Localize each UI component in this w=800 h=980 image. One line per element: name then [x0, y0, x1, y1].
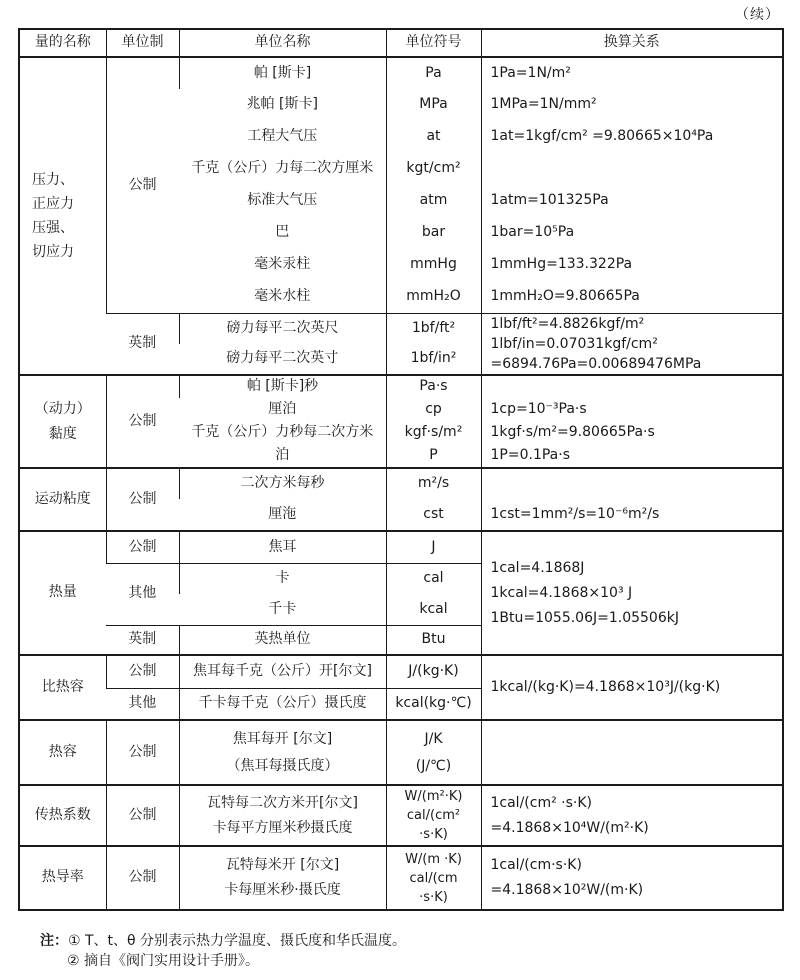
- unit-name: 瓦特每二次方米开[尔文] 卡每平方厘米秒摄氏度: [179, 785, 386, 846]
- unit-symbol: cal: [386, 563, 481, 594]
- unit-name: 焦耳每千克（公斤）开[尔文]: [179, 655, 386, 688]
- conversion: 1cal/(cm² ·s·K) =4.1868×10⁴W/(m²·K): [481, 785, 783, 846]
- quantity-viscosity: （动力） 黏度: [19, 375, 106, 468]
- system-viscosity: 公制: [106, 375, 179, 468]
- unit-name: 厘沲: [179, 499, 386, 531]
- unit-name: 巴: [275, 224, 290, 241]
- system-kinematic: 公制: [106, 468, 179, 531]
- conversion: [481, 153, 783, 185]
- conversion: 1Pa=1N/m²: [481, 57, 783, 89]
- system-conductivity: 公制: [106, 846, 179, 910]
- unit-symbol: J/K (J/℃): [386, 720, 481, 785]
- quantity-pressure: 压力、 正应力 压强、 切应力: [19, 57, 106, 375]
- unit-symbol: cst: [386, 499, 481, 531]
- quantity-heat-capacity: 热容: [19, 720, 106, 785]
- conversion: 1MPa=1N/mm²: [481, 89, 783, 121]
- unit-symbol: W/(m²·K) cal/(cm² ·s·K): [386, 785, 481, 846]
- conversion: 1cst=1mm²/s=10⁻⁶m²/s: [481, 499, 783, 531]
- system-specific-metric: 公制: [106, 655, 179, 688]
- unit-name: 泊: [179, 444, 386, 468]
- unit-symbol: atm: [386, 185, 481, 217]
- unit-symbol: cp: [386, 398, 481, 421]
- system-specific-other: 其他: [106, 688, 179, 720]
- conversion: 1kcal/(kg·K)=4.1868×10³J/(kg·K): [481, 655, 783, 720]
- unit-name: 工程大气压: [247, 128, 318, 145]
- unit-name: 千克（公斤）力每二次方厘米: [191, 160, 374, 177]
- system-heat-other: 其他: [106, 563, 179, 625]
- unit-name: 兆帕 [斯卡]: [246, 96, 318, 113]
- conversion: 1atm=101325Pa: [481, 185, 783, 217]
- conversion: 1mmH₂O=9.80665Pa: [481, 281, 783, 313]
- conversion: 1mmHg=133.322Pa: [481, 249, 783, 281]
- system-heat-imperial: 英制: [106, 625, 179, 655]
- system-pressure-imperial: 英制: [106, 313, 179, 375]
- unit-conversion-table: [18, 28, 784, 911]
- unit-name: 毫米水柱: [179, 281, 386, 313]
- header-unit-name: 单位名称: [179, 29, 386, 57]
- unit-symbol: P: [386, 444, 481, 468]
- conversion: [481, 375, 783, 398]
- unit-symbol: 1bf/in²: [386, 344, 481, 375]
- conversion: 1cal=4.1868J 1kcal=4.1868×10³ J 1Btu=1055.06J=1.05506kJ: [481, 531, 783, 655]
- header-system: 单位制: [106, 29, 179, 57]
- unit-symbol: Pa: [386, 57, 481, 89]
- note-label: 注：: [40, 933, 68, 949]
- conversion: 1at=1kgf/cm² =9.80665×10⁴Pa: [481, 121, 783, 153]
- conversion: 1cal/(cm·s·K) =4.1868×10²W/(m·K): [481, 846, 783, 910]
- system-heat-transfer: 公制: [106, 785, 179, 846]
- system-pressure-metric: 公制: [106, 57, 179, 313]
- unit-name: 帕 [斯卡]: [179, 57, 386, 89]
- conversion: 1lbf/ft²=4.8826kgf/m² 1lbf/in=0.07031kgf/cm² =6894.76Pa=0.00689476MPa: [481, 313, 783, 375]
- unit-name: 焦耳每开 [尔文] （焦耳每摄氏度）: [179, 720, 386, 785]
- header-unit-symbol: 单位符号: [386, 29, 481, 57]
- unit-symbol: kcal: [386, 594, 481, 625]
- conversion: [481, 468, 783, 499]
- system-heat-capacity: 公制: [106, 720, 179, 785]
- unit-symbol: kcal(kg·℃): [386, 688, 481, 720]
- header-conversion: 换算关系: [481, 29, 783, 57]
- unit-name: 英热单位: [179, 625, 386, 655]
- header-quantity: 量的名称: [19, 29, 106, 57]
- quantity-conductivity: 热导率: [41, 869, 84, 886]
- system-heat-metric: 公制: [106, 531, 179, 563]
- unit-name: 千卡每千克（公斤）摄氏度: [179, 688, 386, 720]
- unit-symbol: W/(m ·K) cal/(cm ·s·K): [386, 846, 481, 910]
- unit-symbol: 1bf/ft²: [386, 313, 481, 344]
- footnotes: [40, 931, 406, 971]
- unit-name: 千卡: [179, 594, 386, 625]
- unit-name: 瓦特每米开 [尔文] 卡每厘米秒·摄氏度: [179, 846, 386, 910]
- unit-symbol: kgf·s/m²: [386, 421, 481, 444]
- unit-name: 磅力每平二次英寸: [179, 344, 386, 375]
- quantity-heat: 热量: [19, 531, 106, 655]
- unit-name: 厘泊: [268, 400, 297, 417]
- unit-symbol: Btu: [386, 625, 481, 655]
- unit-symbol: J/(kg·K): [386, 655, 481, 688]
- unit-symbol: MPa: [386, 89, 481, 121]
- unit-symbol: at: [386, 121, 481, 153]
- quantity-kinematic: 运动粘度: [19, 468, 106, 531]
- unit-name: 焦耳: [179, 531, 386, 563]
- unit-name: 帕 [斯卡]秒: [179, 375, 386, 398]
- unit-symbol: Pa·s: [386, 375, 481, 398]
- unit-name: 千克（公斤）力秒每二次方米: [191, 423, 374, 440]
- unit-symbol: bar: [386, 217, 481, 249]
- unit-name: 卡: [179, 563, 386, 594]
- unit-name: 二次方米每秒: [179, 468, 386, 499]
- quantity-heat-transfer: 传热系数: [19, 785, 106, 846]
- conversion: 1P=0.1Pa·s: [481, 444, 783, 468]
- unit-symbol: kgt/cm²: [386, 153, 481, 185]
- conversion: [481, 720, 783, 785]
- conversion: 1kgf·s/m²=9.80665Pa·s: [481, 421, 783, 444]
- unit-name: 标准大气压: [247, 192, 318, 209]
- unit-name: 毫米汞柱: [254, 256, 311, 273]
- conversion: 1bar=10⁵Pa: [481, 217, 783, 249]
- footnote-2: ② 摘自《阀门实用设计手册》。: [67, 953, 260, 969]
- quantity-specific-heat: 比热容: [19, 655, 106, 720]
- unit-symbol: J: [386, 531, 481, 563]
- unit-symbol: m²/s: [386, 468, 481, 499]
- footnote-1: 注：① T、t、θ 分别表示热力学温度、摄氏度和华氏温度。: [40, 933, 407, 949]
- unit-name: 磅力每平二次英尺: [179, 313, 386, 344]
- conversion: 1cp=10⁻³Pa·s: [481, 398, 783, 421]
- unit-symbol: mmHg: [386, 249, 481, 281]
- continued-label: （续）: [735, 7, 780, 23]
- unit-symbol: mmH₂O: [386, 281, 481, 313]
